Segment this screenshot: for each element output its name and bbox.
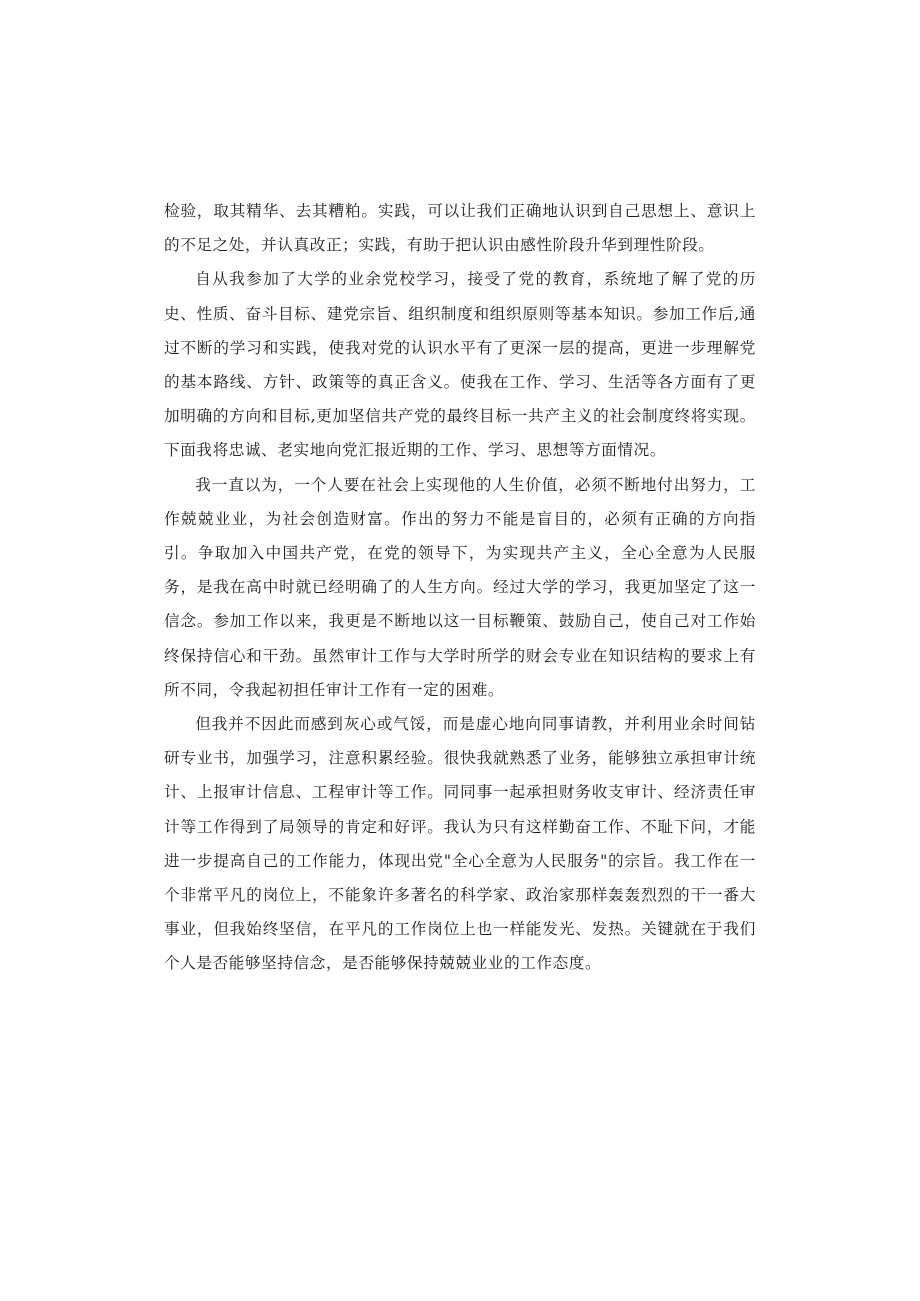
paragraph-party-school: 自从我参加了大学的业余党校学习，接受了党的教育，系统地了解了党的历史、性质、奋斗目标、建党宗旨、组织制度和组织原则等基本知识。参加工作后,通过不断的学习和实践，使我对党的认识水平有了更深一层的提高，更进一步理解党的基本路线、方针、政策等的真正含义。使我在工作、学习、生活等各方面有了更加明确的方向和目标,更加坚信共产党的最终目标一共产主义的社会制度终将实现。下面我将忠诚、老实地向党汇报近期的工作、学习、思想等方面情况。 [164,270,756,460]
paragraph-work-attitude: 但我并不因此而感到灰心或气馁，而是虚心地向同事请教，并利用业余时间钻研专业书，加强学习，注意积累经验。很快我就熟悉了业务，能够独立承担审计统计、上报审计信息、工程审计等工作。同同事一起承担财务收支审计、经济责任审计等工作得到了局领导的肯定和好评。我认为只有这样勤奋工作、不耻下问，才能进一步提高自己的工作能力，体现出党"全心全意为人民服务"的宗旨。我工作在一个非常平凡的岗位上，不能象许多著名的科学家、政治家那样轰轰烈烈的干一番大事业，但我始终坚信，在平凡的工作岗位上也一样能发光、发热。关键就在于我们个人是否能够坚持信念，是否能够保持兢兢业业的工作态度。 [164,715,756,973]
paragraph-life-direction: 我一直以为，一个人要在社会上实现他的人生价值，必须不断地付出努力，工作兢兢业业，为社会创造财富。作出的努力不能是盲目的，必须有正确的方向指引。争取加入中国共产党，在党的领导下，为实现共产主义，全心全意为人民服务，是我在高中时就已经明确了的人生方向。经过大学的学习，我更加坚定了这一信念。参加工作以来，我更是不断地以这一目标鞭策、鼓励自己，使自己对工作始终保持信心和干劲。虽然审计工作与大学时所学的财会专业在知识结构的要求上有所不同，令我起初担任审计工作有一定的困难。 [164,475,756,699]
paragraph-continuation: 检验，取其精华、去其糟粕。实践，可以让我们正确地认识到自己思想上、意识上的不足之处，并认真改正；实践，有助于把认识由感性阶段升华到理性阶段。 [164,202,756,255]
body-text [164,194,756,981]
